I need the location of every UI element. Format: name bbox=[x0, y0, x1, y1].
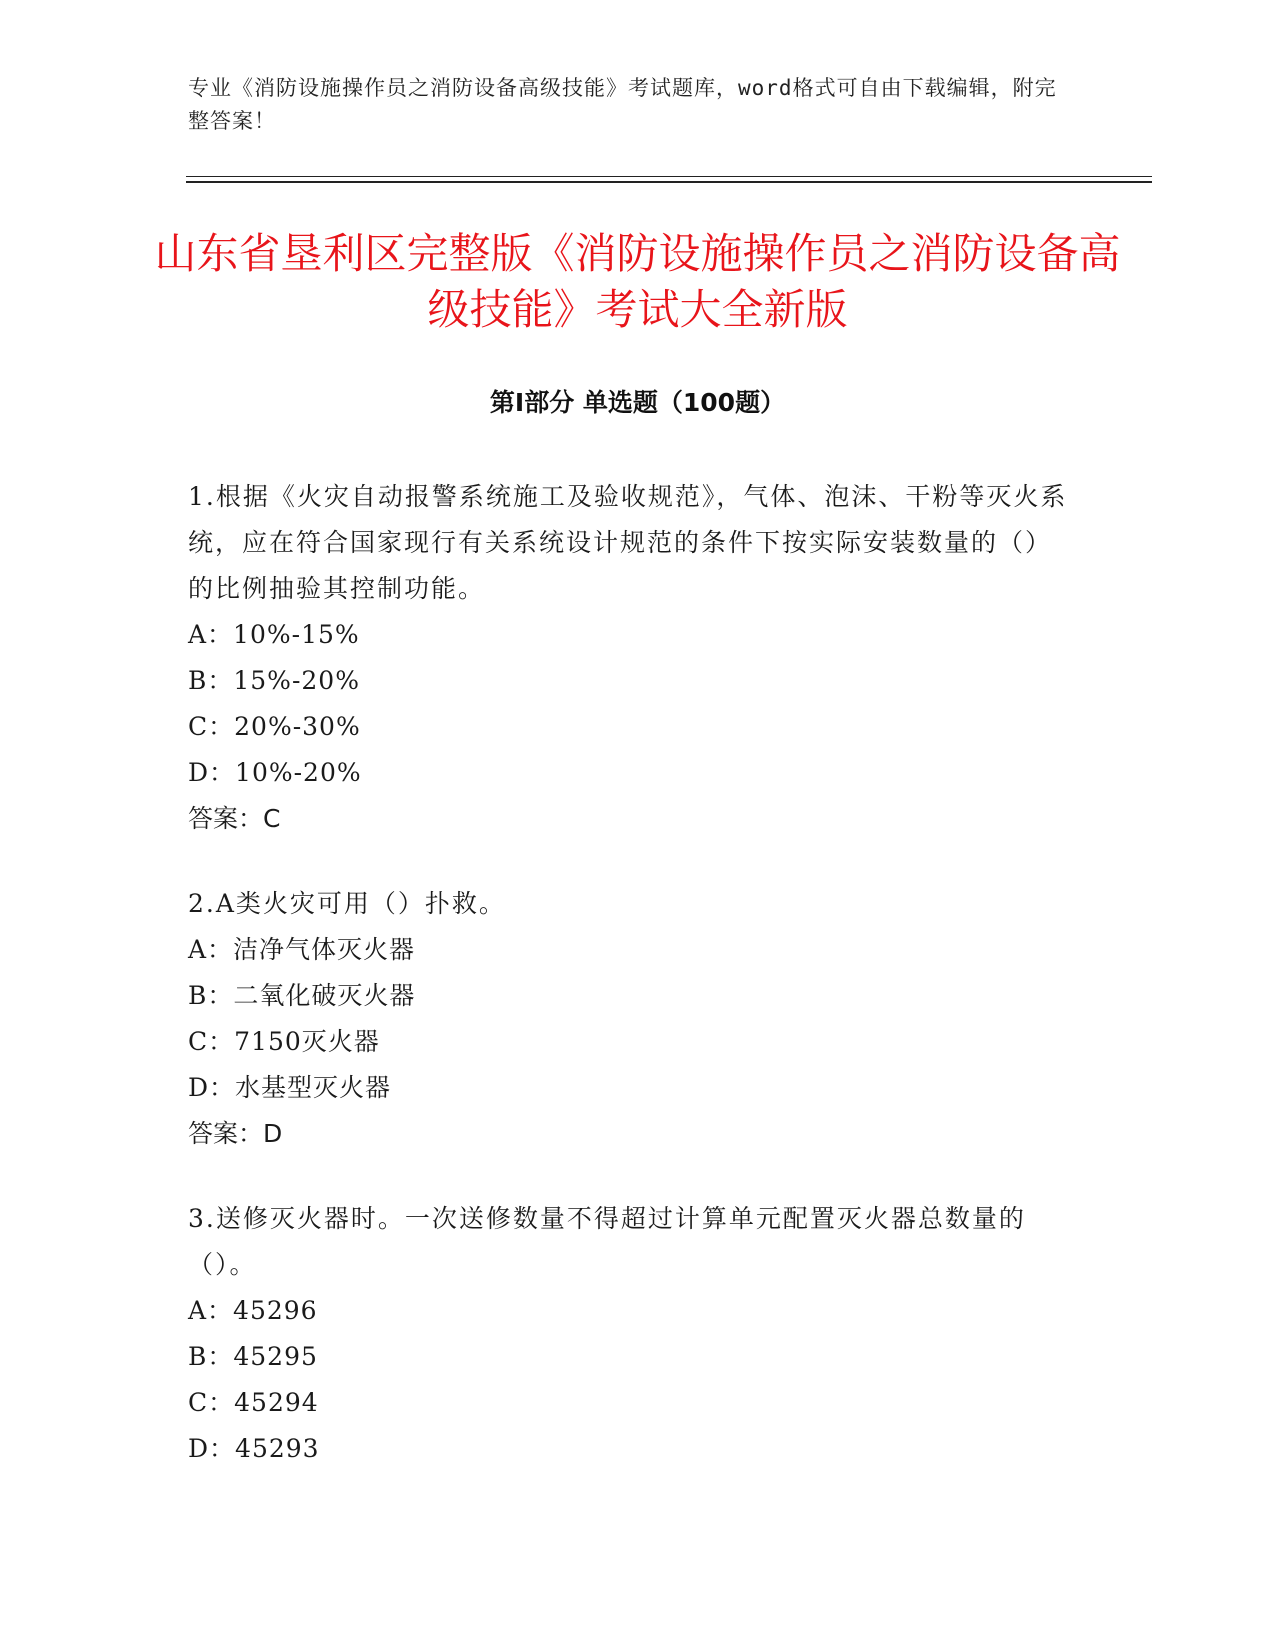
option-d: D：10%-20% bbox=[188, 758, 362, 787]
option-a: A：45296 bbox=[188, 1296, 318, 1325]
question-1 bbox=[188, 474, 1068, 842]
section-title: 第Ⅰ部分 单选题（100题） bbox=[489, 388, 786, 417]
option-c: C：45294 bbox=[188, 1388, 319, 1417]
answer: 答案：C bbox=[188, 804, 281, 833]
option-c: C：20%-30% bbox=[188, 712, 361, 741]
question-stem: 3.送修灭火器时。一次送修数量不得超过计算单元配置灭火器总数量的（）。 bbox=[188, 1204, 1026, 1279]
question-2 bbox=[188, 881, 1068, 1157]
option-b: B：15%-20% bbox=[188, 666, 360, 695]
answer: 答案：D bbox=[188, 1119, 283, 1148]
question-stem: 2.A类火灾可用（）扑救。 bbox=[188, 889, 506, 918]
header-note: 专业《消防设施操作员之消防设备高级技能》考试题库，word格式可自由下载编辑，附完整答案！ bbox=[188, 76, 1057, 133]
option-d: D：45293 bbox=[188, 1434, 320, 1463]
header-divider-thin bbox=[186, 176, 1152, 177]
option-b: B：45295 bbox=[188, 1342, 318, 1371]
header-divider-thick bbox=[186, 181, 1152, 183]
question-list bbox=[188, 474, 1068, 1511]
option-b: B：二氧化破灭火器 bbox=[188, 981, 416, 1010]
option-a: A：洁净气体灭火器 bbox=[188, 935, 416, 964]
document-title: 山东省垦利区完整版《消防设施操作员之消防设备高级技能》考试大全新版 bbox=[154, 229, 1121, 334]
option-d: D：水基型灭火器 bbox=[188, 1073, 392, 1102]
option-a: A：10%-15% bbox=[188, 620, 360, 649]
question-stem: 1.根据《火灾自动报警系统施工及验收规范》，气体、泡沫、干粉等灭火系统，应在符合国家现行有关系统设计规范的条件下按实际安装数量的（）的比例抽验其控制功能。 bbox=[188, 482, 1068, 603]
question-3 bbox=[188, 1196, 1068, 1472]
option-c: C：7150灭火器 bbox=[188, 1027, 380, 1056]
